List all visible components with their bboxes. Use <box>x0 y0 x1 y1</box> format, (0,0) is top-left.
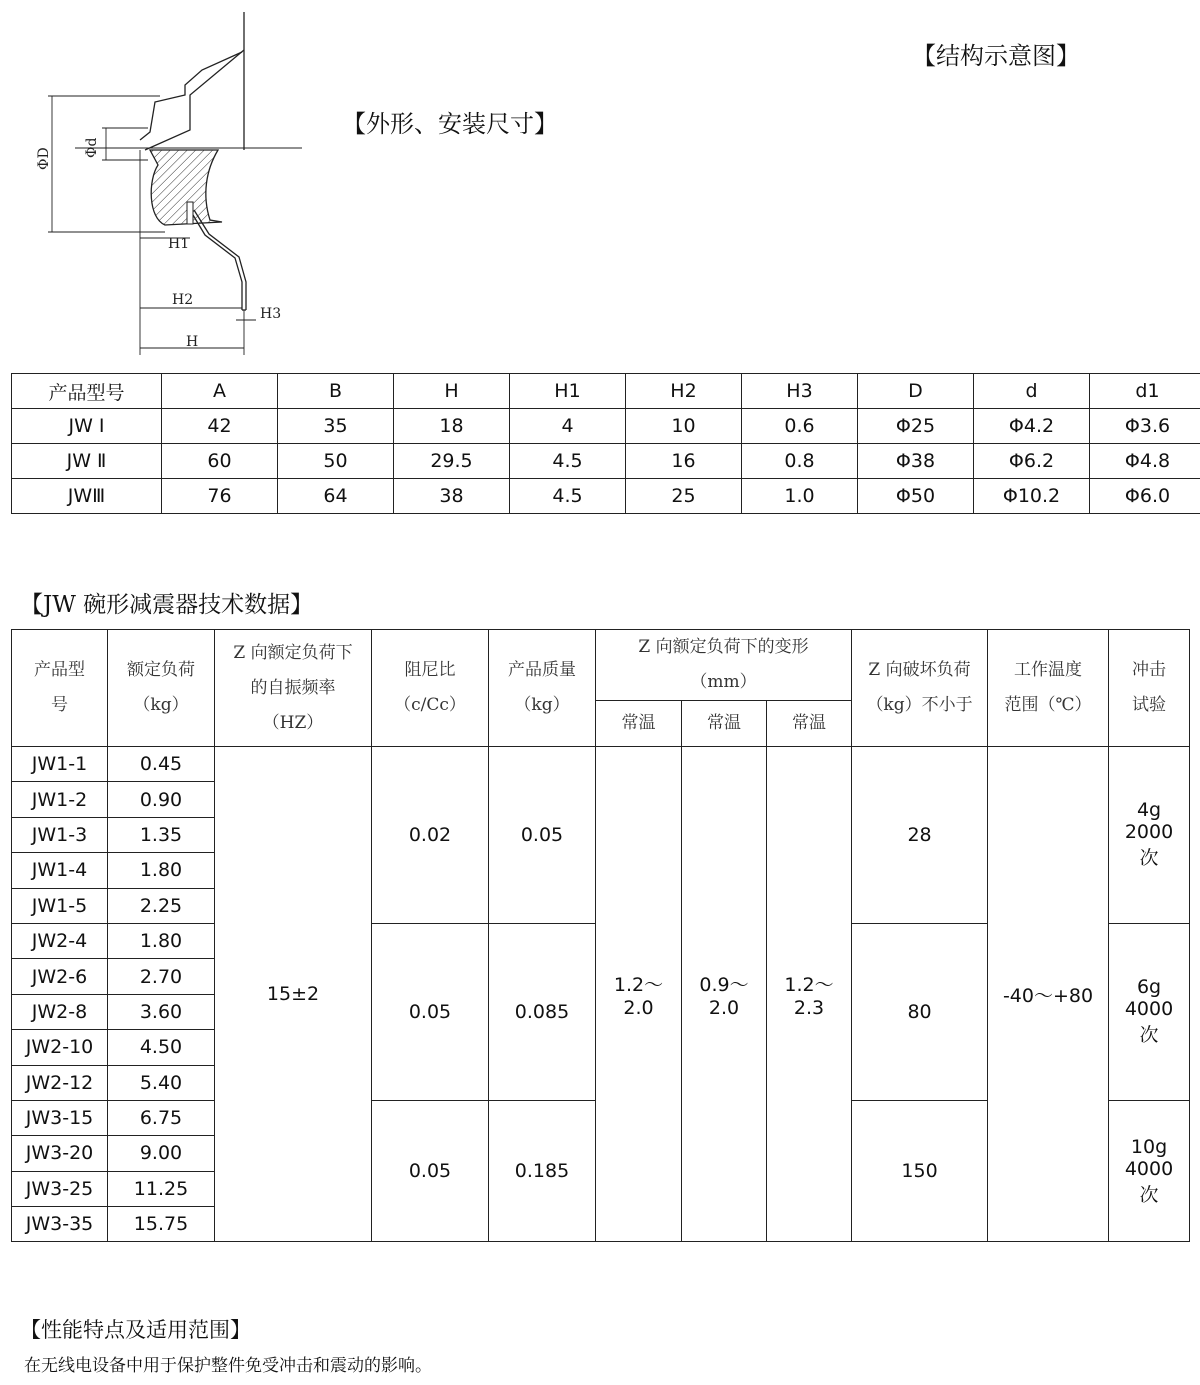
model-cell: JW3-25 <box>12 1171 108 1206</box>
header-break-load <box>852 630 988 747</box>
shock-count: 2000 <box>1124 821 1174 844</box>
header-text: 阻尼比 <box>404 660 456 680</box>
shock-cell <box>1109 923 1190 1100</box>
dim-cell: 76 <box>162 479 278 514</box>
load-cell: 6.75 <box>108 1100 215 1135</box>
header-text: 产品型 <box>34 660 85 680</box>
load-cell: 5.40 <box>108 1065 215 1100</box>
dim-cell: Φ4.8 <box>1090 444 1200 479</box>
rubber-body-hatch <box>150 150 222 225</box>
damping-cell: 0.05 <box>372 1100 489 1242</box>
dimension-row <box>12 479 1200 514</box>
outline-heading: 【外形、安装尺寸】 <box>342 110 558 138</box>
dim-header: A <box>162 374 278 409</box>
dim-cell: 10 <box>626 409 742 444</box>
dim-header: d <box>974 374 1090 409</box>
deform-value: 1.2～ <box>784 973 834 996</box>
deformation-cell <box>767 747 852 1242</box>
dim-cell: 60 <box>162 444 278 479</box>
dim-header: H <box>394 374 510 409</box>
dim-cell: 35 <box>278 409 394 444</box>
dimension-lines <box>48 96 256 355</box>
break-load-cell: 150 <box>852 1100 988 1242</box>
header-text: （HZ） <box>262 712 324 733</box>
dim-cell: JW Ⅱ <box>12 444 162 479</box>
model-cell: JW1-4 <box>12 853 108 888</box>
header-temperature <box>988 630 1109 747</box>
header-deform-sub: 常温 <box>596 701 682 747</box>
tech-data-table <box>11 629 1190 1242</box>
mass-cell: 0.185 <box>489 1100 596 1242</box>
tech-heading: 【JW 碗形减震器技术数据】 <box>20 592 314 618</box>
header-frequency <box>215 630 372 747</box>
deformation-cell <box>596 747 682 1242</box>
dim-cell: Φ38 <box>858 444 974 479</box>
load-cell: 1.35 <box>108 817 215 852</box>
header-mass <box>489 630 596 747</box>
break-load-cell: 28 <box>852 747 988 924</box>
dim-cell: Φ50 <box>858 479 974 514</box>
load-cell: 9.00 <box>108 1136 215 1171</box>
header-text: （c/Cc） <box>394 695 466 715</box>
load-cell: 3.60 <box>108 994 215 1029</box>
dim-header: H2 <box>626 374 742 409</box>
model-cell: JW3-15 <box>12 1100 108 1135</box>
model-cell: JW2-12 <box>12 1065 108 1100</box>
dim-cell: 4.5 <box>510 479 626 514</box>
header-text: 冲击 <box>1132 660 1167 680</box>
dimension-header-row <box>12 374 1200 409</box>
dim-header: H1 <box>510 374 626 409</box>
header-text: （mm） <box>690 672 757 692</box>
diagram-label-h3: H3 <box>260 306 282 322</box>
dimension-row <box>12 409 1200 444</box>
header-text: 额定负荷 <box>127 660 195 680</box>
dim-cell: 4 <box>510 409 626 444</box>
dim-cell: 0.6 <box>742 409 858 444</box>
dim-cell: 25 <box>626 479 742 514</box>
dim-cell: 42 <box>162 409 278 444</box>
dim-cell: 64 <box>278 479 394 514</box>
load-cell: 15.75 <box>108 1207 215 1242</box>
shock-g: 6g <box>1136 976 1162 999</box>
dim-cell: Φ10.2 <box>974 479 1090 514</box>
diagram-label-h2: H2 <box>172 292 194 308</box>
load-cell: 2.25 <box>108 888 215 923</box>
temperature-cell: -40～+80 <box>988 747 1109 1242</box>
dim-cell: Φ6.2 <box>974 444 1090 479</box>
header-text: （kg）不小于 <box>866 695 973 715</box>
deform-value: 0.9～ <box>699 973 749 996</box>
structure-diagram <box>30 10 320 360</box>
header-deform-sub: 常温 <box>767 701 852 747</box>
model-cell: JW1-1 <box>12 747 108 782</box>
features-text: 在无线电设备中用于保护整件免受冲击和震动的影响。 <box>24 1356 432 1376</box>
shock-g: 4g <box>1136 799 1162 822</box>
header-shock-test <box>1109 630 1190 747</box>
tech-header-row <box>12 630 1190 701</box>
deform-value: 2.0 <box>623 996 654 1019</box>
diagram-label-h1: H1 <box>168 236 190 252</box>
dim-cell: Φ25 <box>858 409 974 444</box>
header-text: Z 向额定负荷下 <box>233 642 353 663</box>
dim-cell: 16 <box>626 444 742 479</box>
deform-value: 2.3 <box>793 996 825 1019</box>
load-cell: 1.80 <box>108 923 215 958</box>
mass-cell: 0.05 <box>489 747 596 924</box>
header-text: Z 向额定负荷下的变形 <box>638 637 809 657</box>
deform-value: 2.0 <box>708 996 740 1019</box>
dim-cell: JWⅢ <box>12 479 162 514</box>
features-heading: 【性能特点及适用范围】 <box>20 1318 251 1342</box>
deformation-cell <box>682 747 767 1242</box>
model-cell: JW2-6 <box>12 959 108 994</box>
shock-unit: 次 <box>1139 847 1159 870</box>
model-cell: JW2-8 <box>12 994 108 1029</box>
frequency-cell: 15±2 <box>215 747 372 1242</box>
header-model <box>12 630 108 747</box>
damping-cell: 0.02 <box>372 747 489 924</box>
dim-header: B <box>278 374 394 409</box>
shock-unit: 次 <box>1139 1024 1159 1047</box>
load-cell: 11.25 <box>108 1171 215 1206</box>
dim-cell: Φ3.6 <box>1090 409 1200 444</box>
dim-cell: 38 <box>394 479 510 514</box>
header-deform-sub: 常温 <box>682 701 767 747</box>
dim-header: 产品型号 <box>12 374 162 409</box>
load-cell: 4.50 <box>108 1030 215 1065</box>
header-text: （kg） <box>514 695 570 715</box>
model-cell: JW1-5 <box>12 888 108 923</box>
load-cell: 2.70 <box>108 959 215 994</box>
diagram-label-phid: Φd <box>84 137 100 158</box>
model-cell: JW2-4 <box>12 923 108 958</box>
dim-cell: Φ6.0 <box>1090 479 1200 514</box>
header-text: Z 向破坏负荷 <box>868 660 971 680</box>
dim-cell: JW Ⅰ <box>12 409 162 444</box>
header-text: 产品质量 <box>508 660 576 680</box>
header-damping <box>372 630 489 747</box>
shock-unit: 次 <box>1139 1183 1159 1206</box>
mass-cell: 0.085 <box>489 923 596 1100</box>
shock-g: 10g <box>1130 1135 1168 1158</box>
dim-cell: 50 <box>278 444 394 479</box>
dim-cell: 1.0 <box>742 479 858 514</box>
diagram-label-phiD: ΦD <box>36 147 52 170</box>
header-text: 号 <box>51 695 68 715</box>
structure-heading: 【结构示意图】 <box>912 42 1080 70</box>
dim-header: D <box>858 374 974 409</box>
dim-header: d1 <box>1090 374 1200 409</box>
model-cell: JW3-20 <box>12 1136 108 1171</box>
dim-header: H3 <box>742 374 858 409</box>
shock-cell <box>1109 1100 1190 1242</box>
dim-cell: 4.5 <box>510 444 626 479</box>
model-cell: JW3-35 <box>12 1207 108 1242</box>
dimension-table <box>11 373 1200 514</box>
load-cell: 0.45 <box>108 747 215 782</box>
break-load-cell: 80 <box>852 923 988 1100</box>
model-cell: JW1-3 <box>12 817 108 852</box>
model-cell: JW1-2 <box>12 782 108 817</box>
header-load <box>108 630 215 747</box>
shock-count: 4000 <box>1124 1157 1174 1180</box>
dim-cell: Φ4.2 <box>974 409 1090 444</box>
header-text: 试验 <box>1132 695 1167 715</box>
deform-value: 1.2～ <box>613 973 664 996</box>
shock-count: 4000 <box>1124 998 1174 1021</box>
dim-cell: 0.8 <box>742 444 858 479</box>
header-deformation <box>596 630 852 701</box>
header-text: 工作温度 <box>1014 660 1083 680</box>
shock-cell <box>1109 747 1190 924</box>
load-cell: 1.80 <box>108 853 215 888</box>
header-text: 的自振频率 <box>250 677 336 698</box>
damping-cell: 0.05 <box>372 923 489 1100</box>
diagram-label-h: H <box>186 334 199 350</box>
dimension-row <box>12 444 1200 479</box>
load-cell: 0.90 <box>108 782 215 817</box>
dim-cell: 29.5 <box>394 444 510 479</box>
dim-cell: 18 <box>394 409 510 444</box>
header-text: 范围（℃） <box>1004 695 1092 715</box>
table-row <box>12 747 1190 782</box>
header-text: （kg） <box>133 695 189 715</box>
model-cell: JW2-10 <box>12 1030 108 1065</box>
